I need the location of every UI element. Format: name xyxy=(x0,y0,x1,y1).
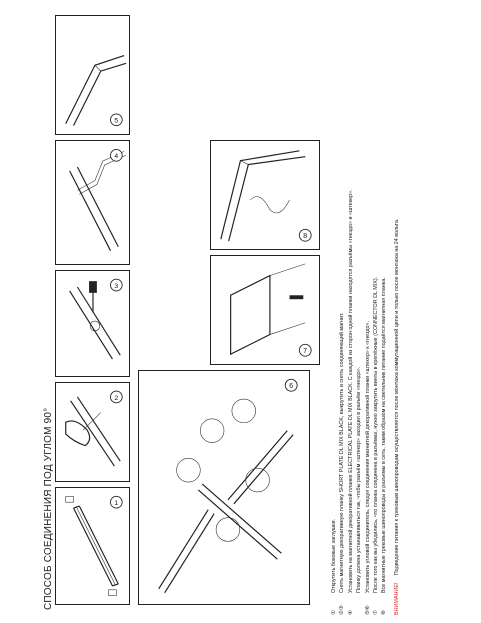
warning-text: Подведение питания к трековым шинопроводам осуществляется после монтажа коммутационной цепи и только после монтажа на 24 вольта. xyxy=(393,218,400,576)
step-text: Все магнитные трековые шинопроводы и разъемы в сеть, таким образом на светильник питание подаётся магнитная планка. xyxy=(381,277,388,593)
step-text: После того как вы убедились, что планка соединена в разъёмах, нужно закрутить винты в крепёжные (CONNECTOR DL MIX). xyxy=(373,276,380,593)
panel-6-illustration xyxy=(139,371,309,604)
panel-step-2 xyxy=(55,382,130,482)
panel-step-8 xyxy=(210,140,320,250)
panel-6-number: 6 xyxy=(289,383,294,391)
step-2 xyxy=(338,15,346,615)
warning-note xyxy=(393,15,401,615)
step-5 xyxy=(372,15,380,615)
step-text: Планку должна устанавливаться так, чтобы разъём «штекер» заходил в разъём «гнездо». xyxy=(356,366,363,593)
panel-5-illustration xyxy=(56,16,129,134)
step-mark: ⑤⑥ xyxy=(364,605,371,615)
warning-label: ВНИМАНИЕ! xyxy=(393,582,400,615)
panel-8-number: 8 xyxy=(303,233,308,241)
step-mark: ④ xyxy=(347,610,354,615)
step-mark: ②③ xyxy=(339,605,346,615)
panel-1-illustration xyxy=(56,488,129,604)
step-4 xyxy=(364,15,372,615)
step-1 xyxy=(330,15,338,615)
panel-1-number: 1 xyxy=(114,500,119,508)
panel-step-3 xyxy=(55,270,130,377)
panel-5-number: 5 xyxy=(114,117,119,125)
panel-step-7 xyxy=(210,255,320,365)
panel-step-6 xyxy=(138,370,310,605)
panel-4-number: 4 xyxy=(114,153,119,161)
step-mark: ① xyxy=(331,610,337,615)
page-title: СПОСОБ СОЕДИНЕНИЯ ПОД УГЛОМ 90° xyxy=(43,407,54,610)
panel-7-number: 7 xyxy=(303,348,308,356)
step-text: Установить угловой соединитель, следуя соединения магнитной декоративной планки «штекер» к «гнездо». xyxy=(364,321,371,593)
panel-7-illustration xyxy=(211,256,319,364)
panel-step-4 xyxy=(55,140,130,265)
panel-3-number: 3 xyxy=(114,282,119,290)
step-mark: ⑦ xyxy=(373,610,380,615)
instructions xyxy=(330,15,401,615)
step-text: Установить на магнитной декоративной планке ELECTRICAL PLATE DL MIX BLACK. С каждой из сторон одной планки находятся разъёмы «гнездо» и «штекер». xyxy=(347,189,354,593)
panel-2-number: 2 xyxy=(114,394,119,402)
step-mark: ⑧ xyxy=(381,610,388,615)
step-6 xyxy=(380,15,388,615)
panel-2-illustration xyxy=(56,383,129,481)
panel-3-illustration xyxy=(56,271,129,376)
step-3 xyxy=(347,15,355,615)
panel-4-illustration xyxy=(56,141,129,264)
step-text: Открутить боковые заглушки. xyxy=(331,519,337,593)
step-text: Снять магнитную декоративную планку SHORT PLATE DL MIX BLACK, выкрутить и снять соединяющий магнит. xyxy=(339,312,346,593)
step-3-continued xyxy=(355,15,363,615)
panel-step-1 xyxy=(55,487,130,605)
panel-step-5 xyxy=(55,15,130,135)
panel-8-illustration xyxy=(211,141,319,249)
